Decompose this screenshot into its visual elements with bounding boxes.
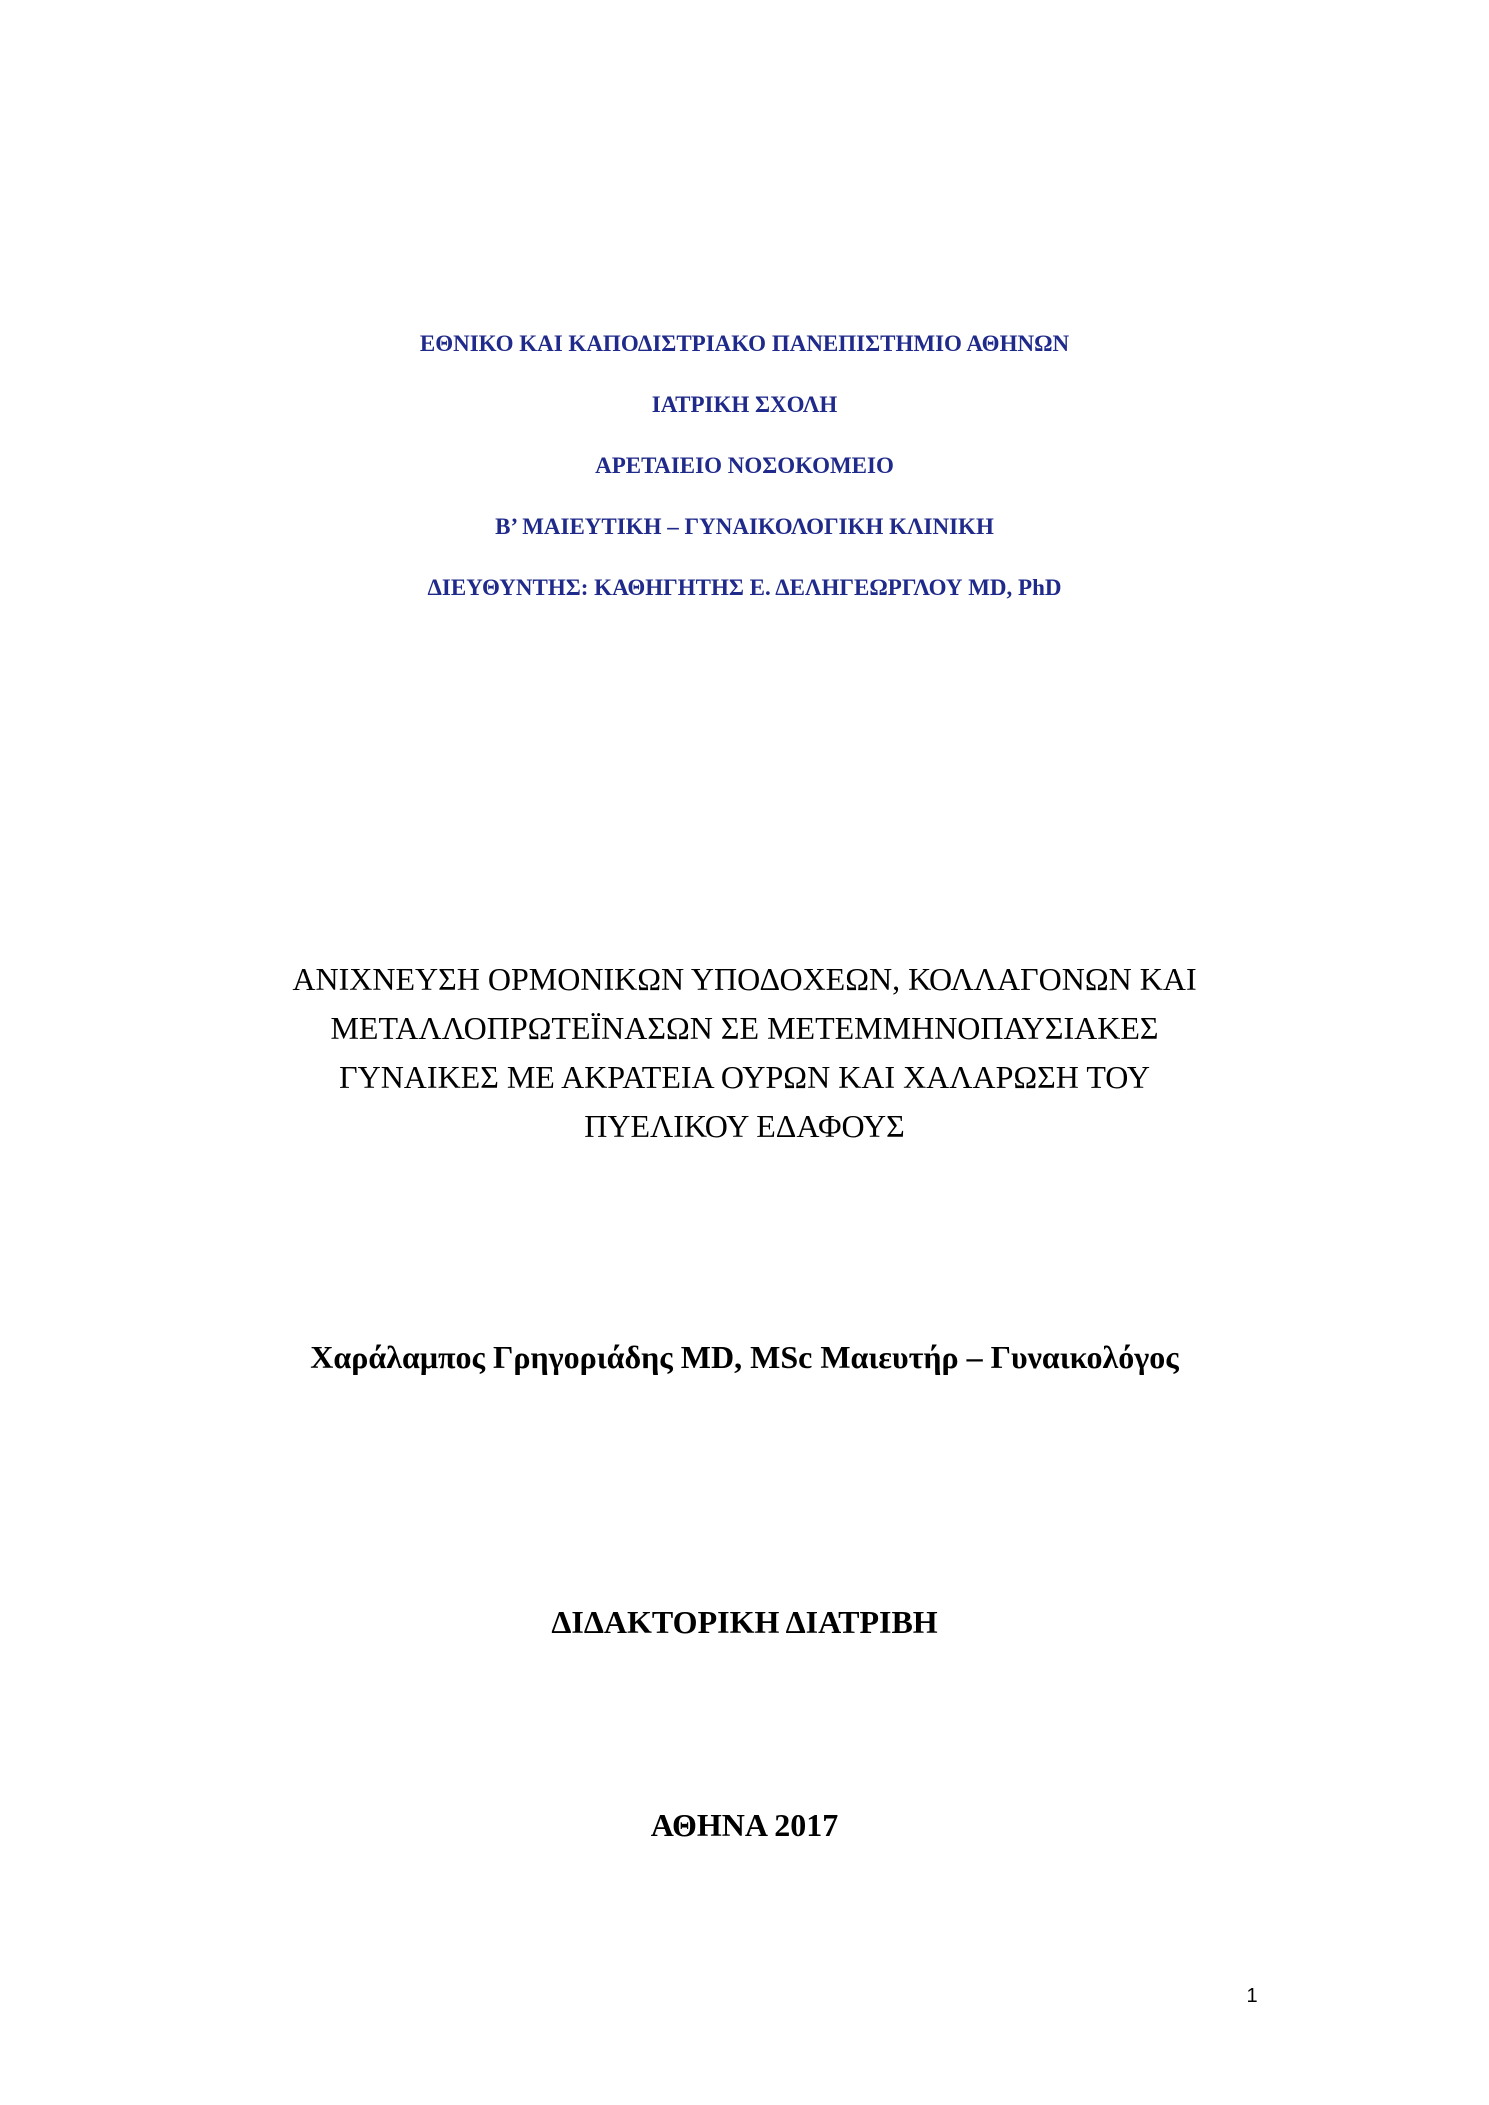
thesis-title-line-3: ΓΥΝΑΙΚΕΣ ΜΕ ΑΚΡΑΤΕΙΑ ΟΥΡΩΝ ΚΑΙ ΧΑΛΑΡΩΣΗ ΤΟΥ [339,1059,1150,1095]
director-line: ΔΙΕΥΘΥΝΤΗΣ: ΚΑΘΗΓΗΤΗΣ Ε. ΔΕΛΗΓΕΩΡΓΛΟΥ MD, PhD [427,575,1062,600]
document-type: ΔΙΔΑΚΤΟΡΙΚΗ ΔΙΑΤΡΙΒΗ [551,1604,938,1640]
university-name: ΕΘΝΙΚΟ ΚΑΙ ΚΑΠΟΔΙΣΤΡΙΑΚΟ ΠΑΝΕΠΙΣΤΗΜΙΟ ΑΘΗΝΩΝ [419,331,1070,356]
author-line: Χαράλαμπος Γρηγοριάδης MD, MSc Μαιευτήρ – Γυναικολόγος [310,1339,1179,1375]
thesis-title-line-1: ΑΝΙΧΝΕΥΣΗ ΟΡΜΟΝΙΚΩΝ ΥΠΟΔΟΧΕΩΝ, ΚΟΛΛΑΓΟΝΩΝ ΚΑΙ [292,961,1197,997]
place-year: ΑΘΗΝΑ 2017 [650,1807,839,1843]
thesis-title-line-2: ΜΕΤΑΛΛΟΠΡΩΤΕΪΝΑΣΩΝ ΣΕ ΜΕΤΕΜΜΗΝΟΠΑΥΣΙΑΚΕΣ [330,1010,1159,1046]
clinic-name: Β’ ΜΑΙΕΥΤΙΚΗ – ΓΥΝΑΙΚΟΛΟΓΙΚΗ ΚΛΙΝΙΚΗ [495,514,994,539]
thesis-title [0,955,1489,1151]
page-number: 1 [1246,1985,1258,2007]
thesis-title-line-4: ΠΥΕΛΙΚΟΥ ΕΔΑΦΟΥΣ [584,1108,905,1144]
hospital-name: ΑΡΕΤΑΙΕΙΟ ΝΟΣΟΚΟΜΕΙΟ [595,453,894,478]
school-name: ΙΑΤΡΙΚΗ ΣΧΟΛΗ [651,392,838,417]
